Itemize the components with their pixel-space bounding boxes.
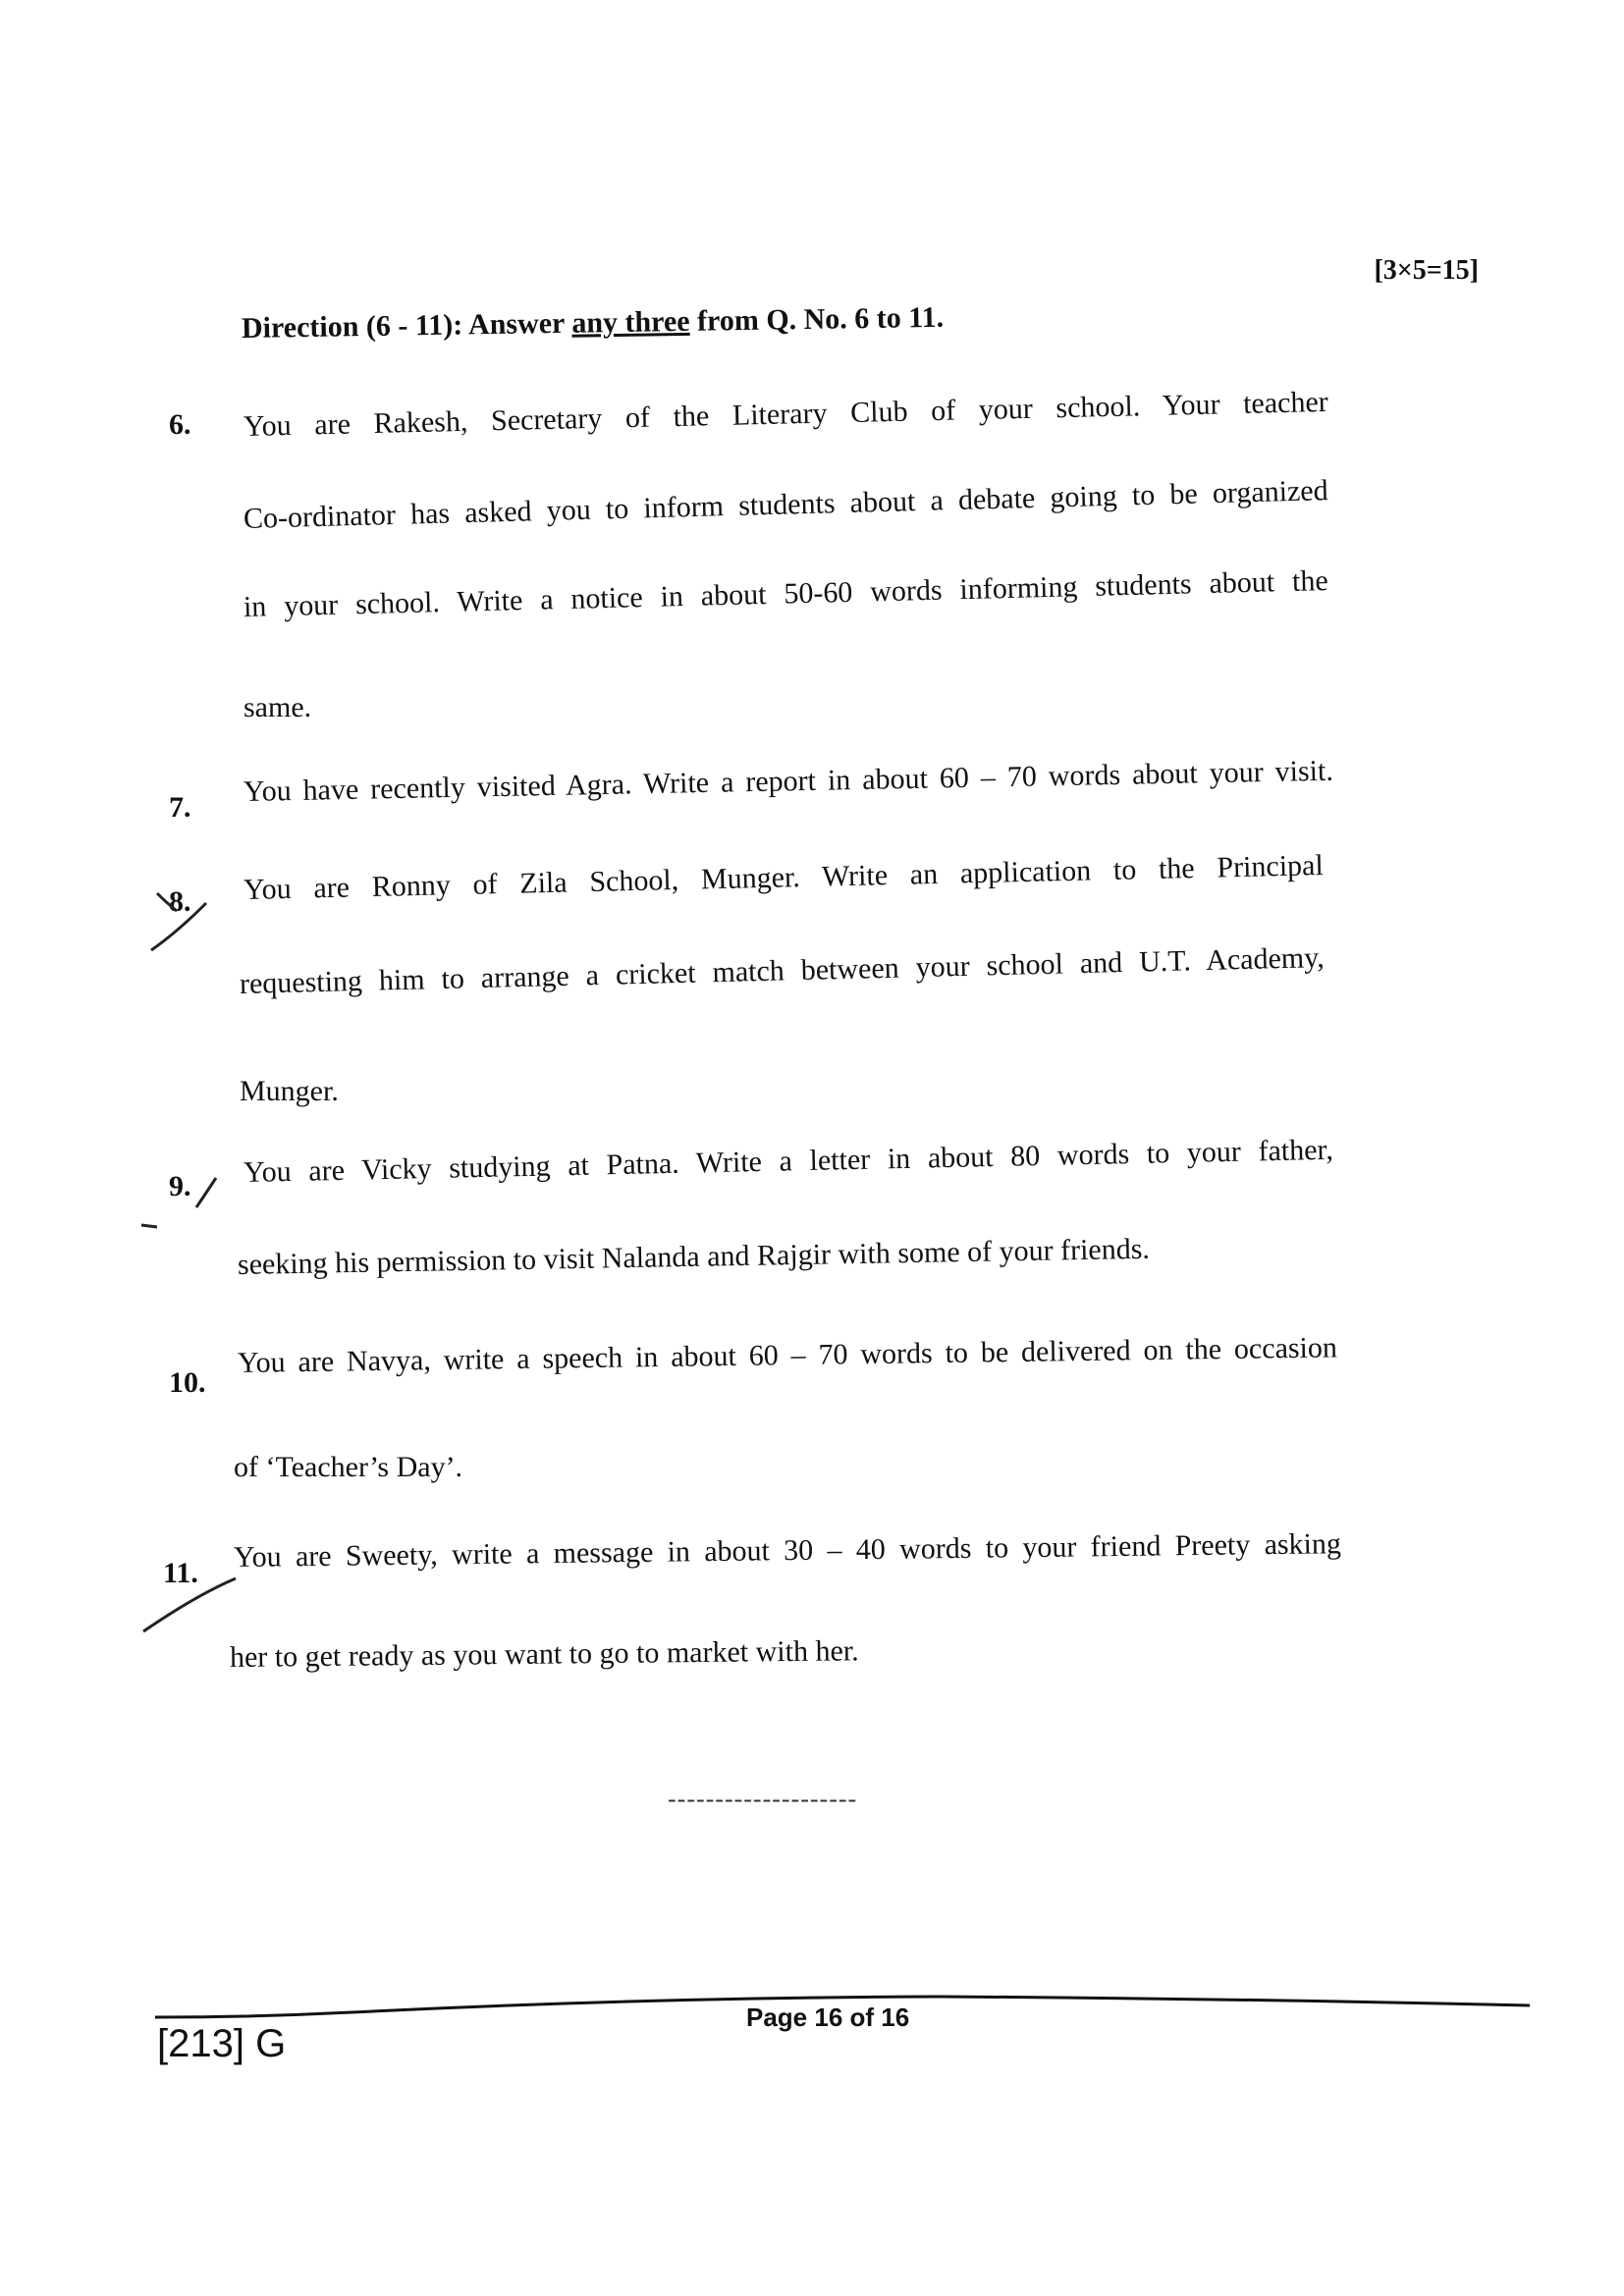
question-number: 6. (169, 408, 191, 441)
pen-tick-icon (137, 864, 255, 952)
pen-tick-icon (137, 1158, 255, 1237)
question-line: You are Sweety, write a message in about 30 – 40 words to your friend Preety asking (233, 1527, 1342, 1574)
question-line: Munger. (240, 1075, 339, 1107)
question-line: her to get ready as you want to go to market with her. (229, 1634, 859, 1674)
question-line: You are Rakesh, Secretary of the Literary Club of your school. Your teacher (243, 385, 1329, 443)
page-number: Page 16 of 16 (746, 2002, 910, 2032)
pen-tick-icon (137, 1561, 255, 1639)
question-line: same. (244, 691, 312, 723)
question-line: You are Ronny of Zila School, Munger. Write an application to the Principal (243, 849, 1325, 906)
question-line: You are Vicky studying at Patna. Write a letter in about 80 words to your father, (243, 1133, 1334, 1189)
end-separator: -------------------- (668, 1785, 858, 1813)
question-number: 9. (169, 1170, 191, 1202)
direction-emphasis: any three (571, 304, 690, 340)
question-line: You have recently visited Agra. Write a report in about 60 – 70 words about your visit. (243, 754, 1334, 808)
question-line: of ‘Teacher’s Day’. (234, 1451, 463, 1483)
direction-suffix: from Q. No. 6 to 11. (689, 300, 945, 338)
question-number: 10. (169, 1366, 206, 1399)
question-line: requesting him to arrange a cricket match between your school and U.T. Academy, (239, 941, 1326, 1000)
question-number: 7. (169, 791, 191, 824)
question-line: seeking his permission to visit Nalanda and Rajgir with some of your friends. (237, 1232, 1151, 1281)
question-number: 11. (163, 1557, 198, 1589)
question-line: You are Navya, write a speech in about 60 – 70 words to be delivered on the occasion (237, 1331, 1338, 1379)
direction-heading (242, 301, 945, 346)
question-line: in your school. Write a notice in about 50-60 words informing students about the (243, 564, 1329, 623)
marks-allocation: [3×5=15] (1374, 255, 1479, 286)
direction-prefix: Direction (6 - 11): Answer (241, 306, 572, 345)
paper-code: [213] G (157, 2022, 287, 2065)
question-line: Co-ordinator has asked you to inform students about a debate going to be organized (243, 474, 1329, 535)
question-number: 8. (169, 885, 191, 918)
